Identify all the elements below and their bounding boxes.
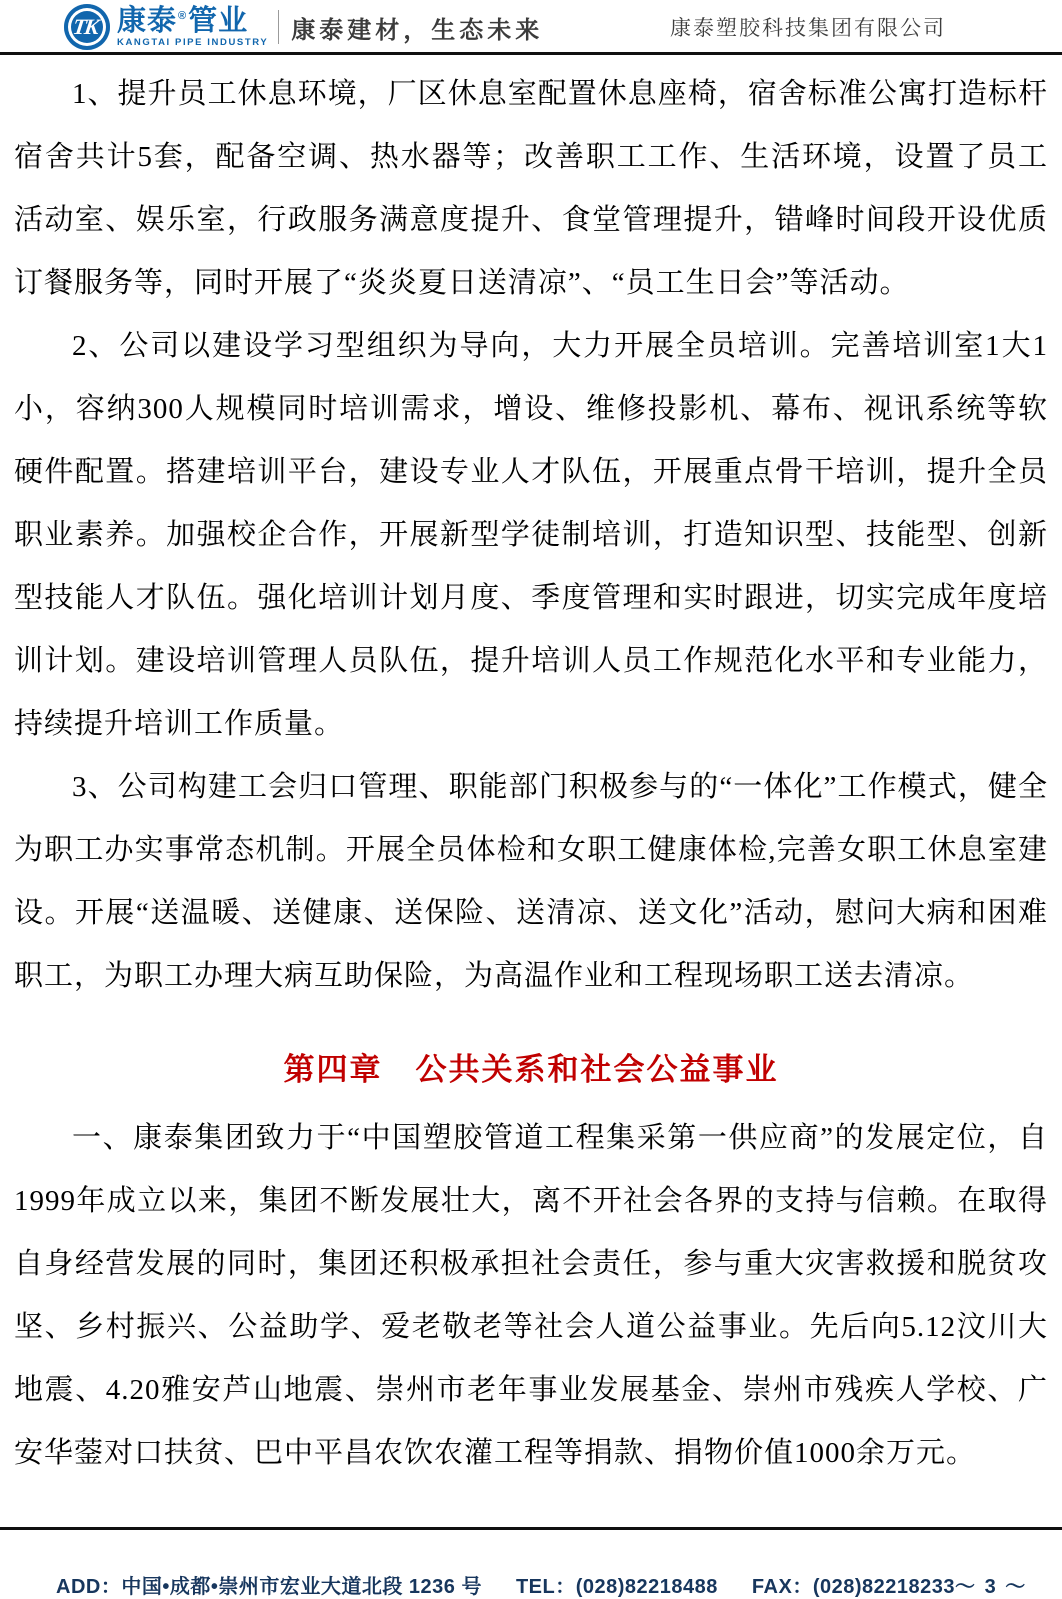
registered-trademark-mark: ®	[178, 10, 188, 23]
paragraph-union-care: 3、公司构建工会归口管理、职能部门积极参与的“一体化”工作模式，健全为职工办实事常态机制。开展全员体检和女职工健康体检,完善女职工休息室建设。开展“送温暖、送健康、送保险、送清凉、送文化”活动，慰问大病和困难职工，为职工办理大病互助保险，为高温作业和工程现场职工送去清凉。	[14, 771, 1048, 992]
company-logo	[64, 4, 543, 50]
brand-name-cn-part1: 康泰	[117, 4, 178, 37]
tk-logo-icon	[64, 4, 110, 50]
footer-contact	[56, 1570, 955, 1599]
page-number: ～ 3 ～	[955, 1576, 1028, 1598]
logo-divider	[278, 10, 279, 44]
address-value: 中国•成都•崇州市宏业大道北段 1236 号	[121, 1576, 482, 1598]
document-body	[0, 55, 1062, 1485]
page-footer	[0, 1527, 1062, 1599]
paragraph-employee-rest: 1、提升员工休息环境，厂区休息室配置休息座椅，宿舍标准公寓打造标杆宿舍共计5套，配备空调、热水器等；改善职工工作、生活环境，设置了员工活动室、娱乐室，行政服务满意度提升、食堂管理提升，错峰时间段开设优质订餐服务等，同时开展了“炎炎夏日送清凉”、“员工生日会”等活动。	[14, 78, 1048, 299]
brand-name-en: KANGTAI PIPE INDUSTRY	[117, 36, 269, 48]
tel-value: (028)82218488	[575, 1576, 718, 1598]
footer-address	[56, 1570, 482, 1599]
paragraph-public-welfare: 一、康泰集团致力于“中国塑胶管道工程集采第一供应商”的发展定位，自1999年成立以来，集团不断发展壮大，离不开社会各界的支持与信赖。在取得自身经营发展的同时，集团还积极承担社会责任，参与重大灾害救援和脱贫攻坚、乡村振兴、公益助学、爱老敬老等社会人道公益事业。先后向5.12汶川大地震、4.20雅安芦山地震、崇州市老年事业发展基金、崇州市残疾人学校、广安华蓥对口扶贫、巴中平昌农饮农灌工程等捐款、捐物价值1000余万元。	[14, 1122, 1048, 1469]
page-header	[0, 0, 1062, 52]
brand-tagline: 康泰建材，生态未来	[291, 16, 544, 44]
company-name: 康泰塑胶科技集团有限公司	[670, 17, 946, 40]
chapter-heading: 第四章 公共关系和社会公益事业	[283, 1052, 779, 1087]
footer-tel	[516, 1570, 718, 1599]
brand-block	[117, 4, 269, 48]
address-label: ADD：	[56, 1576, 122, 1598]
paragraph-training: 2、公司以建设学习型组织为导向，大力开展全员培训。完善培训室1大1小，容纳300人规模同时培训需求，增设、维修投影机、幕布、视讯系统等软硬件配置。搭建培训平台，建设专业人才队伍，开展重点骨干培训，提升全员职业素养。加强校企合作，开展新型学徒制培训，打造知识型、技能型、创新型技能人才队伍。强化培训计划月度、季度管理和实时跟进，切实完成年度培训计划。建设培训管理人员队伍，提升培训人员工作规范化水平和专业能力，持续提升培训工作质量。	[14, 330, 1048, 740]
footer-fax	[752, 1570, 955, 1599]
fax-label: FAX：	[751, 1576, 813, 1598]
tk-logo-text: TK	[71, 14, 100, 39]
tel-label: TEL：	[515, 1576, 576, 1598]
brand-name-cn	[117, 4, 268, 37]
fax-value: (028)82218233	[812, 1576, 956, 1598]
brand-name-cn-part2: 管业	[188, 4, 249, 37]
footer-info	[0, 1530, 1062, 1599]
